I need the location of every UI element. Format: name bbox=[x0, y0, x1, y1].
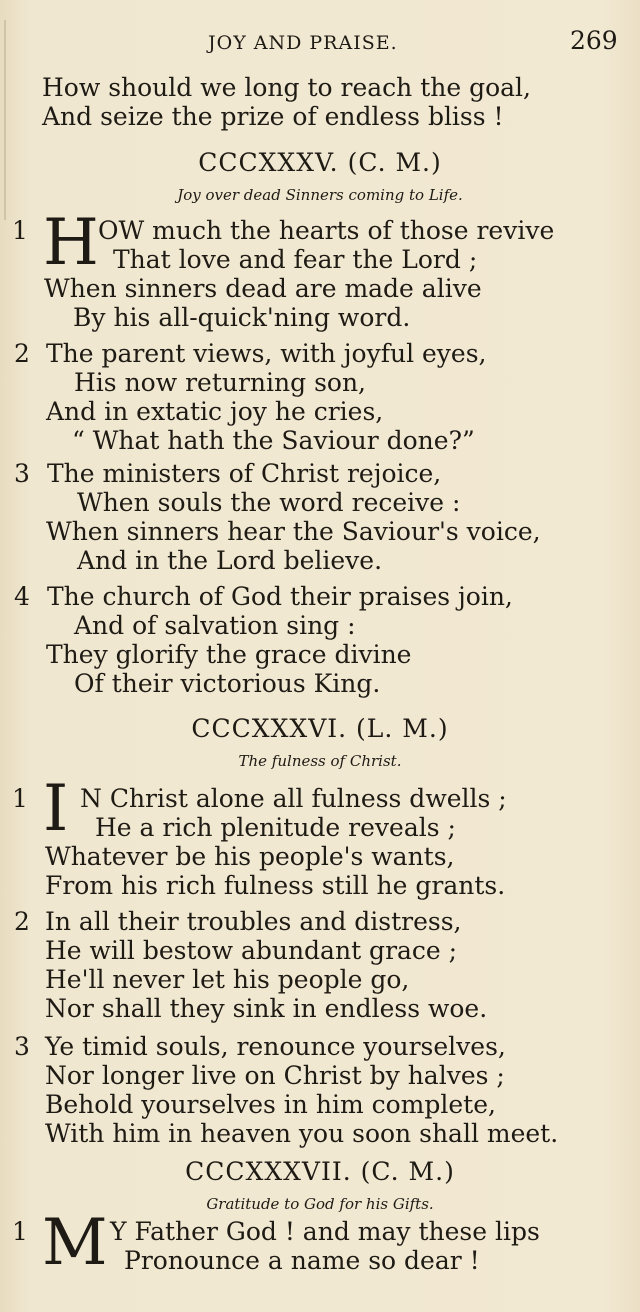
verse-line: N Christ alone all fulness dwells ; bbox=[80, 784, 507, 813]
running-title: JOY AND PRAISE. bbox=[208, 32, 398, 54]
page-number: 269 bbox=[570, 26, 618, 55]
verse-number: 3 bbox=[14, 1032, 30, 1061]
verse-line: The church of God their praises join, bbox=[47, 582, 513, 611]
verse-line: And in extatic joy he cries, bbox=[46, 397, 384, 426]
verse-line: In all their troubles and distress, bbox=[45, 907, 462, 936]
drop-cap: H bbox=[43, 206, 99, 280]
verse-number: 2 bbox=[14, 339, 30, 368]
verse-number: 1 bbox=[12, 1217, 28, 1246]
verse-line: Behold yourselves in him complete, bbox=[45, 1090, 496, 1119]
verse-line: Nor shall they sink in endless woe. bbox=[45, 994, 488, 1023]
verse-line: Pronounce a name so dear ! bbox=[124, 1246, 480, 1275]
drop-cap: I bbox=[43, 772, 69, 846]
verse-line: Ye timid souls, renounce yourselves, bbox=[45, 1032, 506, 1061]
verse-number: 1 bbox=[12, 784, 28, 813]
verse-line: He will bestow abundant grace ; bbox=[45, 936, 458, 965]
hymn-title: CCCXXXV. (C. M.) bbox=[198, 148, 442, 177]
verse-number: 3 bbox=[14, 459, 30, 488]
verse-line: When souls the word receive : bbox=[77, 488, 461, 517]
hymn-subtitle: The fulness of Christ. bbox=[238, 752, 402, 770]
verse-line: “ What hath the Saviour done?” bbox=[72, 426, 475, 455]
verse-number: 1 bbox=[12, 216, 28, 245]
verse-line: Nor longer live on Christ by halves ; bbox=[45, 1061, 505, 1090]
drop-cap: M bbox=[42, 1206, 108, 1280]
verse-line: The ministers of Christ rejoice, bbox=[47, 459, 442, 488]
hymn-subtitle: Joy over dead Sinners coming to Life. bbox=[177, 186, 463, 204]
verse-line: The parent views, with joyful eyes, bbox=[46, 339, 487, 368]
verse-number: 4 bbox=[14, 582, 30, 611]
verse-line: When sinners dead are made alive bbox=[44, 274, 482, 303]
verse-line: With him in heaven you soon shall meet. bbox=[45, 1119, 559, 1148]
verse-line: From his rich fulness still he grants. bbox=[45, 871, 506, 900]
verse-line: He'll never let his people go, bbox=[45, 965, 410, 994]
verse-line: They glorify the grace divine bbox=[46, 640, 412, 669]
verse-line: Whatever be his people's wants, bbox=[45, 842, 455, 871]
verse-line: And in the Lord believe. bbox=[77, 546, 383, 575]
verse-line: By his all-quick'ning word. bbox=[73, 303, 411, 332]
verse-line: His now returning son, bbox=[74, 368, 366, 397]
carryover-line: And seize the prize of endless bliss ! bbox=[42, 102, 504, 131]
verse-line: When sinners hear the Saviour's voice, bbox=[46, 517, 541, 546]
hymn-subtitle: Gratitude to God for his Gifts. bbox=[206, 1195, 434, 1213]
hymn-title: CCCXXXVI. (L. M.) bbox=[191, 714, 449, 743]
hymn-title: CCCXXXVII. (C. M.) bbox=[185, 1157, 455, 1186]
verse-line: OW much the hearts of those revive bbox=[98, 216, 555, 245]
verse-line: Y Father God ! and may these lips bbox=[110, 1217, 540, 1246]
verse-line: Of their victorious King. bbox=[74, 669, 381, 698]
verse-number: 2 bbox=[14, 907, 30, 936]
verse-line: That love and fear the Lord ; bbox=[113, 245, 478, 274]
verse-line: And of salvation sing : bbox=[74, 611, 356, 640]
page-header bbox=[0, 26, 640, 60]
carryover-line: How should we long to reach the goal, bbox=[42, 73, 532, 102]
verse-line: He a rich plenitude reveals ; bbox=[95, 813, 456, 842]
